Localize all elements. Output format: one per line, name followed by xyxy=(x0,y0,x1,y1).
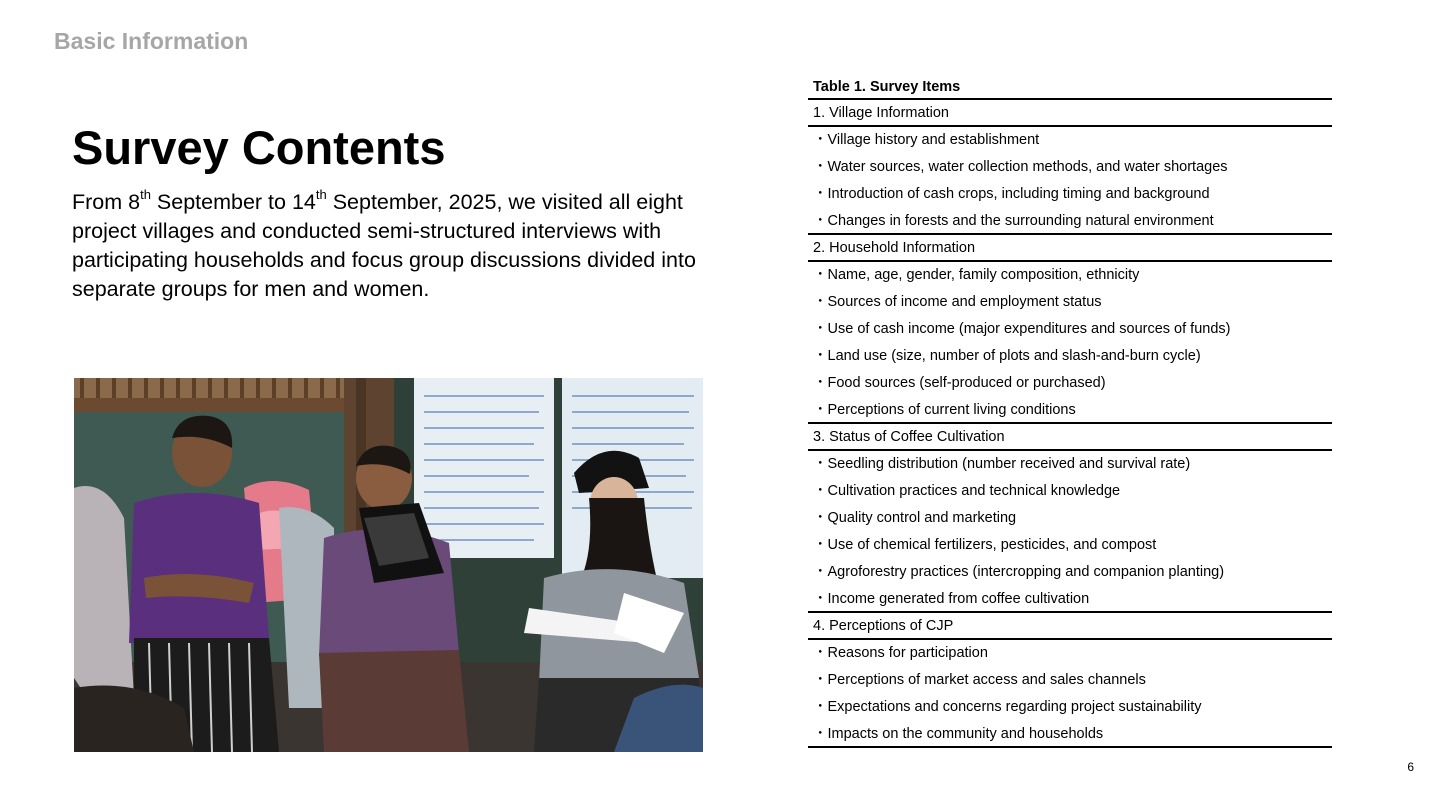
table-item: ・Introduction of cash crops, including timing and background xyxy=(813,186,1210,202)
table-group-heading: 1. Village Information xyxy=(808,100,1332,127)
table-item: ・Quality control and marketing xyxy=(813,510,1017,526)
table-item: ・Village history and establishment xyxy=(813,132,1040,148)
interview-photo-illustration xyxy=(74,378,703,752)
survey-items-table xyxy=(808,75,1332,748)
table-group-heading: 4. Perceptions of CJP xyxy=(808,613,1332,640)
interview-photo xyxy=(74,378,703,752)
intro-paragraph xyxy=(72,188,712,304)
table-item: ・Sources of income and employment status xyxy=(813,294,1102,310)
table-item: ・Cultivation practices and technical knowledge xyxy=(813,483,1121,499)
table-group-heading: 2. Household Information xyxy=(808,235,1332,262)
table-item: ・Food sources (self-produced or purchased) xyxy=(813,375,1106,391)
table-item: ・Perceptions of market access and sales channels xyxy=(813,672,1146,688)
intro-text-1: From 8 xyxy=(72,190,141,214)
table-item: ・Reasons for participation xyxy=(813,645,988,661)
table-item: ・Seedling distribution (number received and survival rate) xyxy=(813,456,1191,472)
section-label: Basic Information xyxy=(54,28,249,54)
page-title: Survey Contents xyxy=(72,121,446,174)
table-item: ・Water sources, water collection methods, and water shortages xyxy=(813,159,1228,175)
table-caption: Table 1. Survey Items xyxy=(808,75,1332,100)
intro-text-2: September to 14 xyxy=(150,190,316,214)
intro-sup-2: th xyxy=(315,186,327,202)
table-item: ・Land use (size, number of plots and slash-and-burn cycle) xyxy=(813,348,1201,364)
page-number: 6 xyxy=(1407,760,1414,774)
intro-text-3: September, 2025, we visited all eight project villages and conducted semi-structured interviews with participating households and focus group discussions divided into separate groups for men and women. xyxy=(72,190,696,301)
table-item: ・Impacts on the community and households xyxy=(808,721,1332,748)
table-item: ・Changes in forests and the surrounding natural environment xyxy=(808,208,1332,235)
table-item: ・Use of cash income (major expenditures and sources of funds) xyxy=(813,321,1231,337)
table-item: ・Perceptions of current living conditions xyxy=(808,397,1332,424)
table-item: ・Name, age, gender, family composition, ethnicity xyxy=(813,267,1140,283)
table-item: ・Income generated from coffee cultivation xyxy=(808,586,1332,613)
table-group-heading: 3. Status of Coffee Cultivation xyxy=(808,424,1332,451)
table-item: ・Expectations and concerns regarding project sustainability xyxy=(813,699,1202,715)
table-item: ・Agroforestry practices (intercropping and companion planting) xyxy=(813,564,1225,580)
title-block xyxy=(68,120,449,176)
intro-sup-1: th xyxy=(140,186,151,202)
table-item: ・Use of chemical fertilizers, pesticides, and compost xyxy=(813,537,1157,553)
